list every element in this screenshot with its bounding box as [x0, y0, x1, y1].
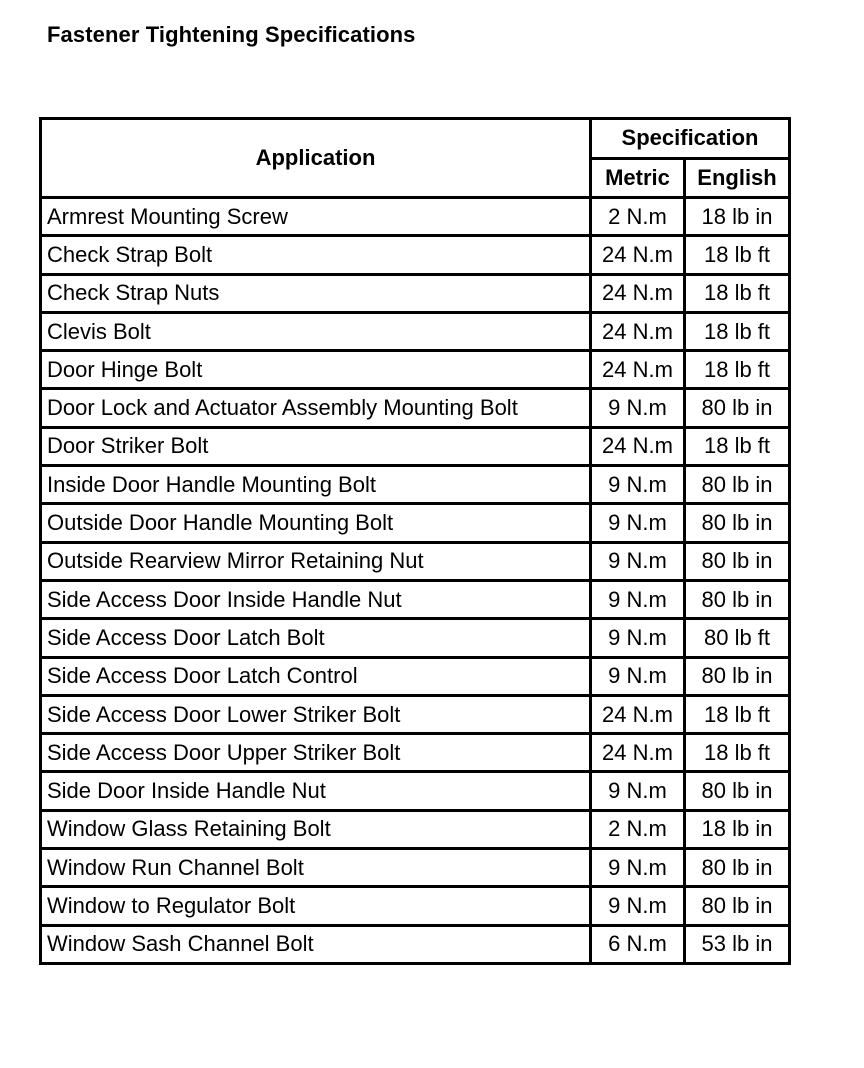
application-cell: Side Door Inside Handle Nut [41, 772, 591, 810]
table-header [41, 119, 790, 198]
header-row-top [41, 119, 790, 159]
table-row [41, 925, 790, 963]
metric-cell: 24 N.m [591, 236, 685, 274]
metric-cell: 9 N.m [591, 772, 685, 810]
table-row [41, 427, 790, 465]
english-cell: 80 lb in [685, 504, 790, 542]
column-header-english: English [685, 158, 790, 198]
english-cell: 18 lb in [685, 198, 790, 236]
table-row [41, 580, 790, 618]
metric-cell: 24 N.m [591, 312, 685, 350]
metric-cell: 9 N.m [591, 389, 685, 427]
metric-cell: 24 N.m [591, 695, 685, 733]
table-row [41, 657, 790, 695]
table-row [41, 236, 790, 274]
english-cell: 80 lb in [685, 772, 790, 810]
application-cell: Side Access Door Lower Striker Bolt [41, 695, 591, 733]
application-cell: Clevis Bolt [41, 312, 591, 350]
table-row [41, 274, 790, 312]
application-cell: Armrest Mounting Screw [41, 198, 591, 236]
english-cell: 80 lb in [685, 887, 790, 925]
application-cell: Door Hinge Bolt [41, 351, 591, 389]
application-cell: Side Access Door Inside Handle Nut [41, 580, 591, 618]
english-cell: 18 lb ft [685, 274, 790, 312]
application-cell: Check Strap Bolt [41, 236, 591, 274]
table-row [41, 466, 790, 504]
english-cell: 18 lb in [685, 810, 790, 848]
table-row [41, 198, 790, 236]
english-cell: 18 lb ft [685, 236, 790, 274]
english-cell: 80 lb in [685, 389, 790, 427]
table-row [41, 504, 790, 542]
application-cell: Outside Rearview Mirror Retaining Nut [41, 542, 591, 580]
metric-cell: 24 N.m [591, 274, 685, 312]
metric-cell: 24 N.m [591, 734, 685, 772]
english-cell: 18 lb ft [685, 695, 790, 733]
fastener-spec-table [39, 117, 791, 965]
english-cell: 18 lb ft [685, 312, 790, 350]
column-header-application: Application [41, 119, 591, 198]
english-cell: 80 lb ft [685, 619, 790, 657]
metric-cell: 9 N.m [591, 504, 685, 542]
english-cell: 18 lb ft [685, 427, 790, 465]
table-row [41, 810, 790, 848]
metric-cell: 9 N.m [591, 542, 685, 580]
table-row [41, 849, 790, 887]
metric-cell: 9 N.m [591, 619, 685, 657]
application-cell: Side Access Door Latch Control [41, 657, 591, 695]
table-row [41, 772, 790, 810]
english-cell: 18 lb ft [685, 351, 790, 389]
metric-cell: 2 N.m [591, 810, 685, 848]
application-cell: Window Glass Retaining Bolt [41, 810, 591, 848]
metric-cell: 2 N.m [591, 198, 685, 236]
metric-cell: 9 N.m [591, 466, 685, 504]
table-row [41, 619, 790, 657]
table-row [41, 351, 790, 389]
application-cell: Check Strap Nuts [41, 274, 591, 312]
english-cell: 80 lb in [685, 657, 790, 695]
application-cell: Side Access Door Latch Bolt [41, 619, 591, 657]
application-cell: Door Striker Bolt [41, 427, 591, 465]
table-row [41, 695, 790, 733]
column-header-metric: Metric [591, 158, 685, 198]
table-row [41, 312, 790, 350]
metric-cell: 9 N.m [591, 657, 685, 695]
metric-cell: 9 N.m [591, 887, 685, 925]
english-cell: 80 lb in [685, 580, 790, 618]
metric-cell: 9 N.m [591, 849, 685, 887]
english-cell: 80 lb in [685, 542, 790, 580]
table-body [41, 198, 790, 964]
application-cell: Window Sash Channel Bolt [41, 925, 591, 963]
application-cell: Window Run Channel Bolt [41, 849, 591, 887]
application-cell: Door Lock and Actuator Assembly Mounting Bolt [41, 389, 591, 427]
table-row [41, 542, 790, 580]
english-cell: 18 lb ft [685, 734, 790, 772]
application-cell: Inside Door Handle Mounting Bolt [41, 466, 591, 504]
english-cell: 80 lb in [685, 466, 790, 504]
table-row [41, 887, 790, 925]
english-cell: 80 lb in [685, 849, 790, 887]
column-group-header-specification: Specification [591, 119, 790, 159]
table-row [41, 389, 790, 427]
application-cell: Outside Door Handle Mounting Bolt [41, 504, 591, 542]
page-title: Fastener Tightening Specifications [47, 22, 416, 47]
metric-cell: 9 N.m [591, 580, 685, 618]
application-cell: Side Access Door Upper Striker Bolt [41, 734, 591, 772]
application-cell: Window to Regulator Bolt [41, 887, 591, 925]
table-row [41, 734, 790, 772]
metric-cell: 6 N.m [591, 925, 685, 963]
english-cell: 53 lb in [685, 925, 790, 963]
metric-cell: 24 N.m [591, 427, 685, 465]
metric-cell: 24 N.m [591, 351, 685, 389]
